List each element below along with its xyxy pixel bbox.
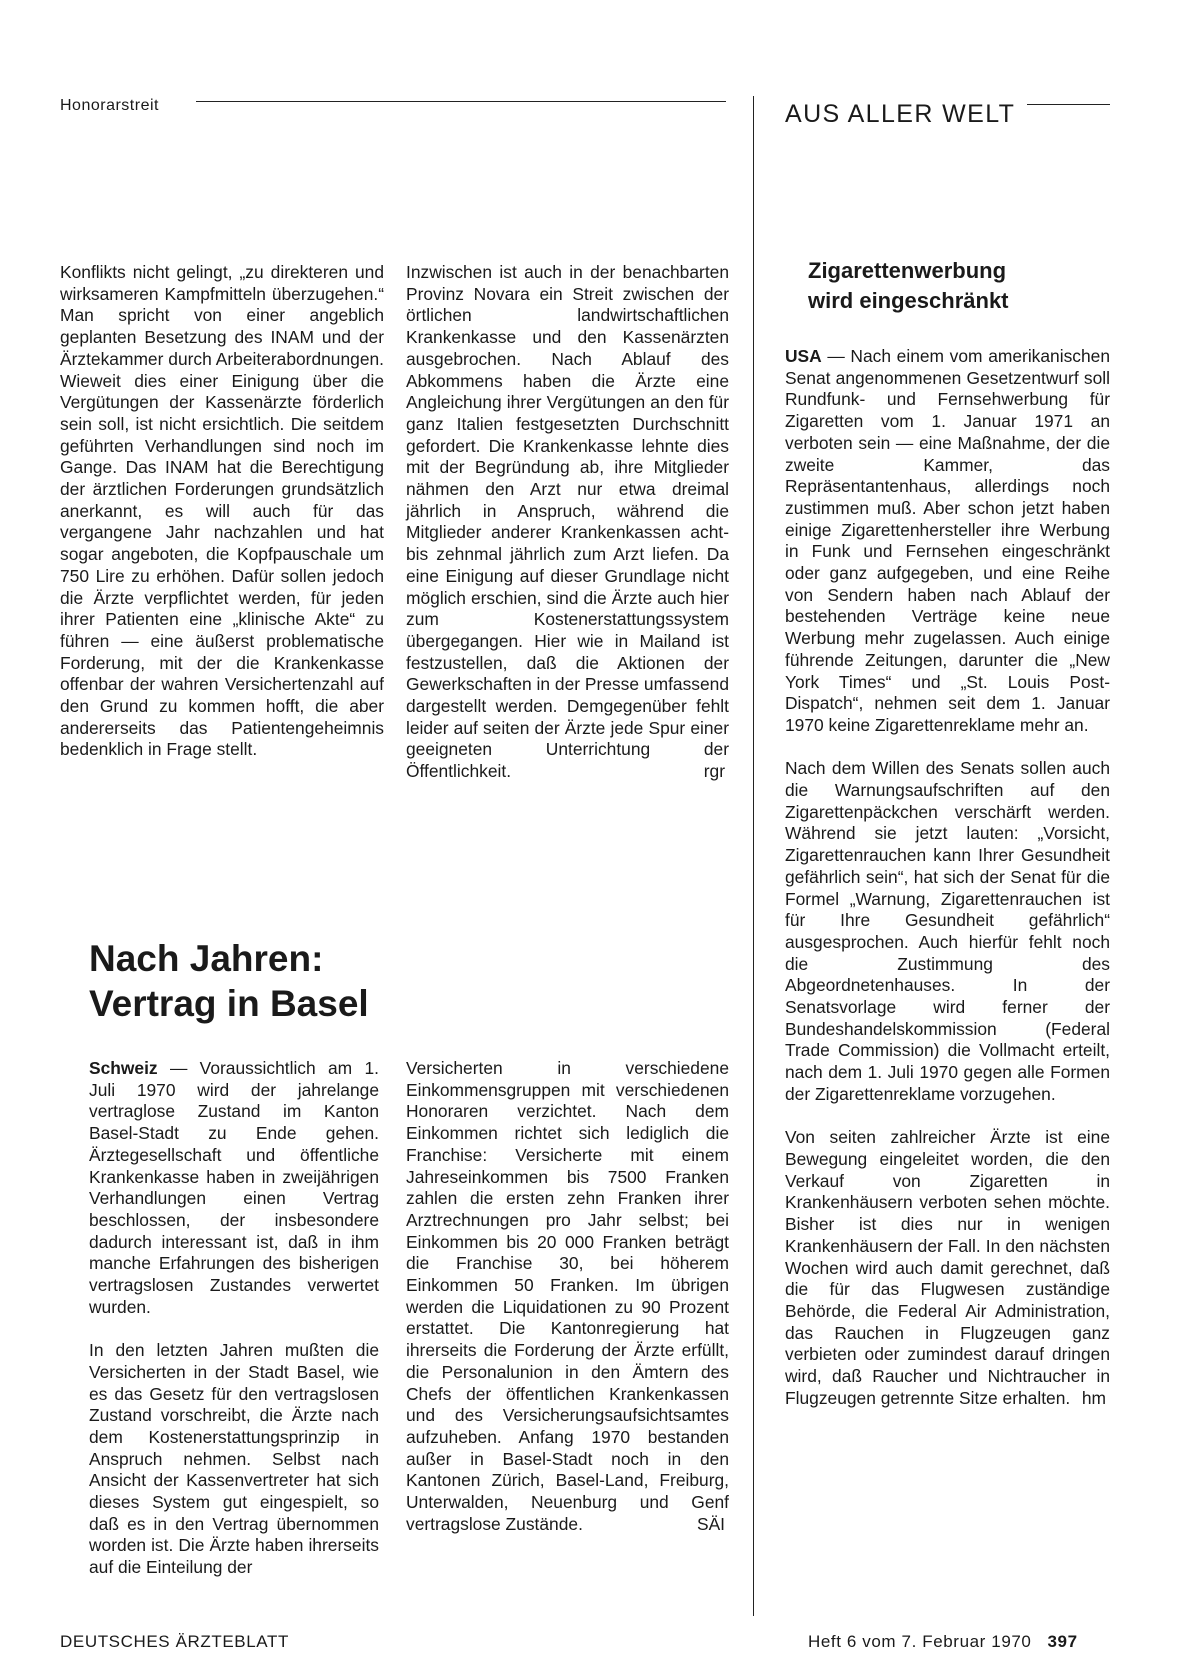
footer-page-number: 397 — [1047, 1632, 1078, 1651]
column-divider — [753, 96, 754, 1616]
zigaretten-headline — [808, 256, 1009, 316]
running-title: Honorarstreit — [60, 97, 159, 114]
basel-headline-line-2: Vertrag in Basel — [89, 983, 369, 1024]
zigaretten-headline-line-1: Zigarettenwerbung — [808, 258, 1007, 283]
zigaretten-lead: USA — [785, 346, 822, 366]
basel-signature: SÄI — [696, 1513, 725, 1534]
basel-column-1 — [89, 1058, 379, 1579]
honorar-column-1 — [60, 262, 384, 761]
honorar-signature: rgr — [703, 761, 725, 782]
basel-lead: Schweiz — [89, 1058, 158, 1078]
honorar-text-1: Konflikts nicht gelingt, „zu direkteren und wirksameren Kampfmitteln überzugehen.“ Man spricht von einer angeblich geplanten Besetzung des INAM und der Ärztekammer durch Arbeiterabordnungen. Wieweit dies einer Einigung über die Vergütungen der Kassenärzte förderlich sein soll, ist nicht ersichtlich. Die seitdem geführten Verhandlungen sind noch im Gange. Das INAM hat die Berechtigung der ärztlichen Forderungen grundsätzlich anerkannt, es will auch für das vergangene Jahr nachzahlen und hat sogar angeboten, die Kopfpauschale um 750 Lire zu erhöhen. Dafür sollen jedoch die Ärzte verpflichtet werden, für jeden ihrer Patienten eine „klinische Akte“ zu führen — eine äußerst problematische Forderung, mit der die Krankenkasse offenbar der wahren Versichertenzahl auf den Grund zu kommen hofft, die aber andererseits das Patientengeheimnis bedenklich in Frage stellt. — [60, 262, 384, 760]
zigaretten-headline-line-2: wird eingeschränkt — [808, 288, 1009, 313]
honorar-text-2-body: Inzwischen ist auch in der benachbarten Provinz Novara ein Streit zwischen der örtlichen landwirtschaftlichen Krankenkasse und den Kassenärzten ausgebrochen. Nach Ablauf des Abkommens haben die Ärzte eine Angleichung ihrer Vergütungen an den für ganz Italien festgesetzten Durchschnitt gefordert. Die Krankenkasse lehnte dies mit der Begründung ab, ihre Mitglieder nähmen den Arzt nur etwa dreimal jährlich in Anspruch, während die Mitglieder anderer Krankenkassen acht- bis zehnmal jährlich zum Arzt liefen. Da eine Einigung auf dieser Grundlage nicht möglich erschien, sind die Ärzte auch hier zum Kostenerstattungssystem übergegangen. Hier wie in Mailand ist festzustellen, daß die Aktionen der Gewerkschaften in der Presse umfassend dargestellt werden. Demgegenüber fehlt leider auf seiten der Ärzte jede Spur einer geeigneten Unterrichtung der Öffentlichkeit. — [406, 262, 729, 782]
footer-issue-line — [808, 1632, 1078, 1652]
basel-headline — [89, 936, 369, 1026]
header-rule-right — [1027, 104, 1110, 105]
footer-issue: Heft 6 vom 7. Februar 1970 — [808, 1632, 1032, 1651]
zigaretten-signature: hm — [1081, 1387, 1106, 1408]
honorar-text-2 — [406, 262, 729, 783]
basel-paragraph-3-body: Versicherten in verschiedene Einkommensgruppen mit verschiedenen Honoraren verzichtet. Nach dem Einkommen richtet sich lediglich die Franchise: Versicherte mit einem Jahreseinkommen bis 7500 Franken zahlen die ersten zehn Franken ihrer Arztrechnungen pro Jahr selbst; bei Einkommen bis 20 000 Franken beträgt die Franchise 30, bei höherem Einkommen 50 Franken. Im übrigen werden die Liquidationen zu 90 Prozent erstattet. Die Kantonregierung hat ihrerseits die Forderung der Ärzte erfüllt, die Personalunion in den Ämtern des Chefs der öffentlichen Krankenkassen und des Versicherungsaufsichtsamtes aufzuheben. Anfang 1970 bestanden außer in Basel-Stadt noch in den Kantonen Zürich, Basel-Land, Freiburg, Unterwalden, Neuenburg und Genf vertragslose Zustände. — [406, 1058, 729, 1534]
zigaretten-paragraph-1 — [785, 346, 1110, 737]
zigaretten-paragraph-3 — [785, 1127, 1110, 1409]
basel-column-2 — [406, 1058, 729, 1535]
section-title: AUS ALLER WELT — [785, 100, 1016, 128]
footer-journal: DEUTSCHES ÄRZTEBLATT — [60, 1632, 289, 1651]
basel-paragraph-1 — [89, 1058, 379, 1318]
basel-paragraph-2: In den letzten Jahren mußten die Versicherten in der Stadt Basel, wie es das Gesetz für den vertragslosen Zustand vorschreibt, die Ärzte nach dem Kostenerstattungsprinzip in Anspruch nehmen. Selbst nach Ansicht der Kassenvertreter hat sich dieses System gut eingespielt, so daß es in den Vertrag übernommen worden ist. Die Ärzte haben ihrerseits auf die Einteilung der — [89, 1340, 379, 1578]
honorar-column-2 — [406, 262, 729, 783]
zigaretten-paragraph-3-body: Von seiten zahlreicher Ärzte ist eine Bewegung eingeleitet worden, die den Verkauf von Zigaretten in Krankenhäusern verboten sehen möchte. Bisher ist dies nur in wenigen Krankenhäusern der Fall. In den nächsten Wochen wird auch damit gerechnet, daß die für das Flugwesen zuständige Behörde, die Federal Air Administration, das Rauchen in Flugzeugen ganz verbieten oder zumindest darauf dringen wird, daß Raucher und Nichtraucher in Flugzeugen getrennte Sitze erhalten. — [785, 1127, 1110, 1408]
header-rule-left — [196, 101, 726, 102]
zigaretten-column — [785, 346, 1110, 1409]
zigaretten-paragraph-1-body: — Nach einem vom amerikanischen Senat angenommenen Gesetzentwurf soll Rundfunk- und Fernsehwerbung für Zigaretten vom 1. Januar 1971 an verboten sein — eine Maßnahme, der die zweite Kammer, das Repräsentantenhaus, allerdings noch zustimmen muß. Aber schon jetzt haben einige Zigarettenhersteller ihre Werbung in Funk und Fernsehen eingeschränkt oder ganz aufgegeben, und eine Reihe von Sendern haben nach Ablauf der bestehenden Verträge keine neue Werbung mehr zugelassen. Auch einige führende Zeitungen, darunter die „New York Times“ und „St. Louis Post-Dispatch“, nehmen seit dem 1. Januar 1970 keine Zigarettenreklame mehr an. — [785, 346, 1110, 735]
basel-headline-line-1: Nach Jahren: — [89, 938, 324, 979]
basel-paragraph-3 — [406, 1058, 729, 1535]
basel-paragraph-1-body: — Voraussichtlich am 1. Juli 1970 wird der jahrelange vertraglose Zustand im Kanton Basel-Stadt zu Ende gehen. Ärztegesellschaft und öffentliche Krankenkasse haben in zweijährigen Verhandlungen einen Vertrag beschlossen, der insbesondere dadurch interessant ist, daß in ihm manche Erfahrungen des bisherigen vertragslosen Zustandes verwertet wurden. — [89, 1058, 379, 1317]
zigaretten-paragraph-2: Nach dem Willen des Senats sollen auch die Warnungsaufschriften auf den Zigarettenpäckchen verschärft werden. Während sie jetzt lauten: „Vorsicht, Zigarettenrauchen kann Ihrer Gesundheit gefährlich sein“, hat sich der Senat für die Formel „Warnung, Zigarettenrauchen ist für Ihre Gesundheit gefährlich“ ausgesprochen. Auch hierfür fehlt noch die Zustimmung des Abgeordnetenhauses. In der Senatsvorlage wird ferner der Bundeshandelskommission (Federal Trade Commission) die Vollmacht erteilt, nach dem 1. Juli 1970 gegen alle Formen der Zigarettenreklame vorzugehen. — [785, 758, 1110, 1104]
